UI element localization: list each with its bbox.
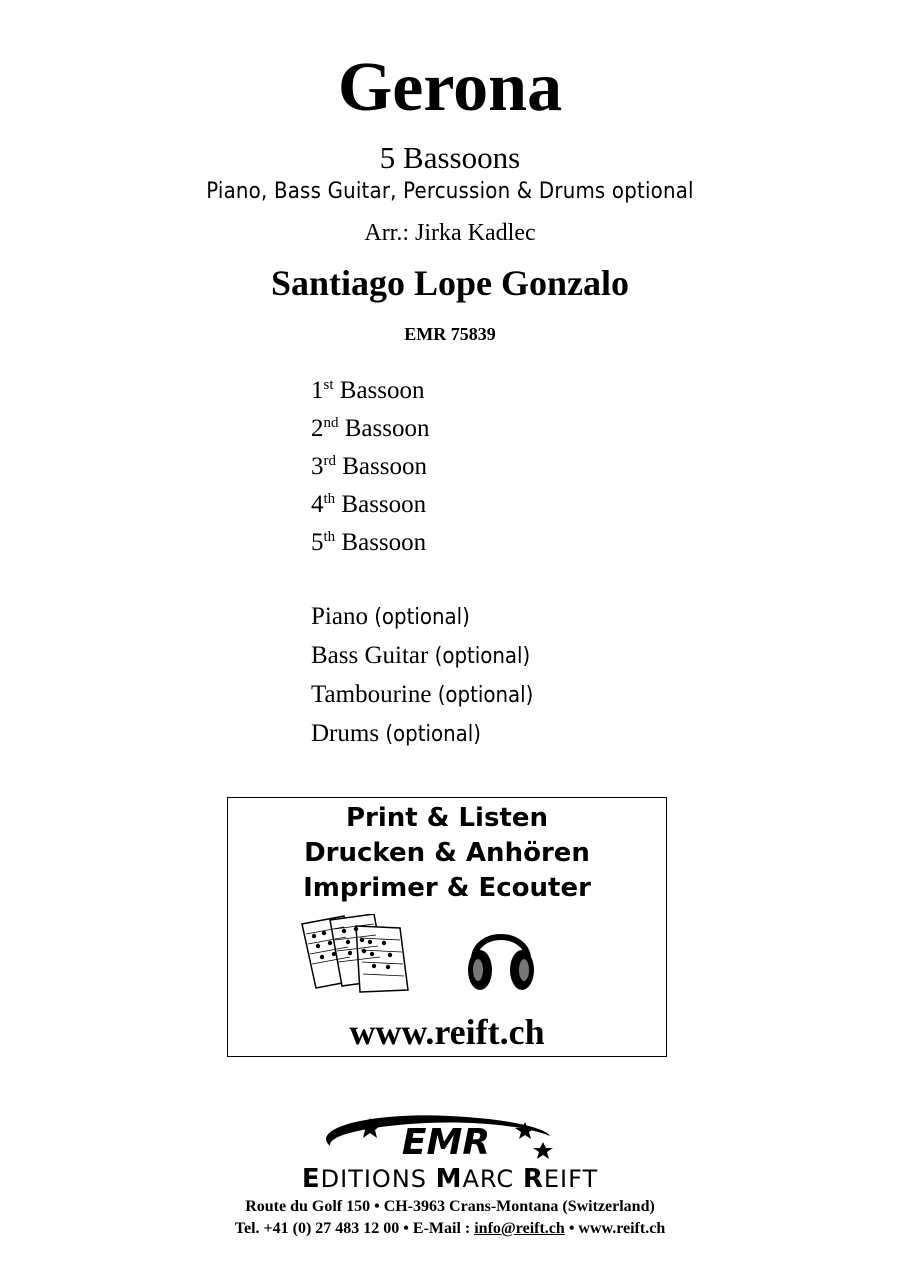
part-item: 1st Bassoon [311,377,425,404]
sheet-music-icon [300,914,412,994]
part-item: 3rd Bassoon [311,453,427,480]
arranger: Arr.: Jirka Kadlec [364,220,536,246]
print-listen-box [227,797,667,1057]
optional-parts-list [311,598,533,754]
part-item: 2nd Bassoon [311,415,430,442]
publisher-contact: Tel. +41 (0) 27 483 12 00 • E-Mail : info@reift.ch • www.reift.ch [234,1220,666,1237]
subtitle: 5 Bassoons [379,140,521,175]
website-link[interactable]: • www.reift.ch [564,1220,666,1237]
title: Gerona [337,49,563,126]
email-link[interactable]: info@reift.ch [474,1220,565,1237]
composer: Santiago Lope Gonzalo [270,263,630,303]
publisher-name: EDITIONS MARC REIFT [301,1164,599,1194]
optional-part-item: Tambourine (optional) [311,681,534,708]
optional-part-item: Piano (optional) [311,603,470,630]
parts-list [311,372,429,562]
emr-logo [310,1110,590,1166]
emr-logo-text: EMR [401,1122,491,1163]
instrumentation-note: Piano, Bass Guitar, Percussion & Drums optional [206,179,694,204]
promo-line-french: Imprimer & Ecouter [303,873,591,903]
publisher-address: Route du Golf 150 • CH-3963 Crans-Montana (Switzerland) [245,1198,655,1215]
part-item: 4th Bassoon [311,491,427,518]
part-item: 5th Bassoon [311,529,427,556]
promo-line-german: Drucken & Anhören [304,838,590,868]
optional-part-item: Drums (optional) [311,720,481,747]
catalog-number: EMR 75839 [404,324,496,344]
headphones-icon [466,918,536,994]
optional-part-item: Bass Guitar (optional) [311,642,531,669]
promo-url: www.reift.ch [349,1012,545,1052]
promo-line-english: Print & Listen [345,803,549,833]
